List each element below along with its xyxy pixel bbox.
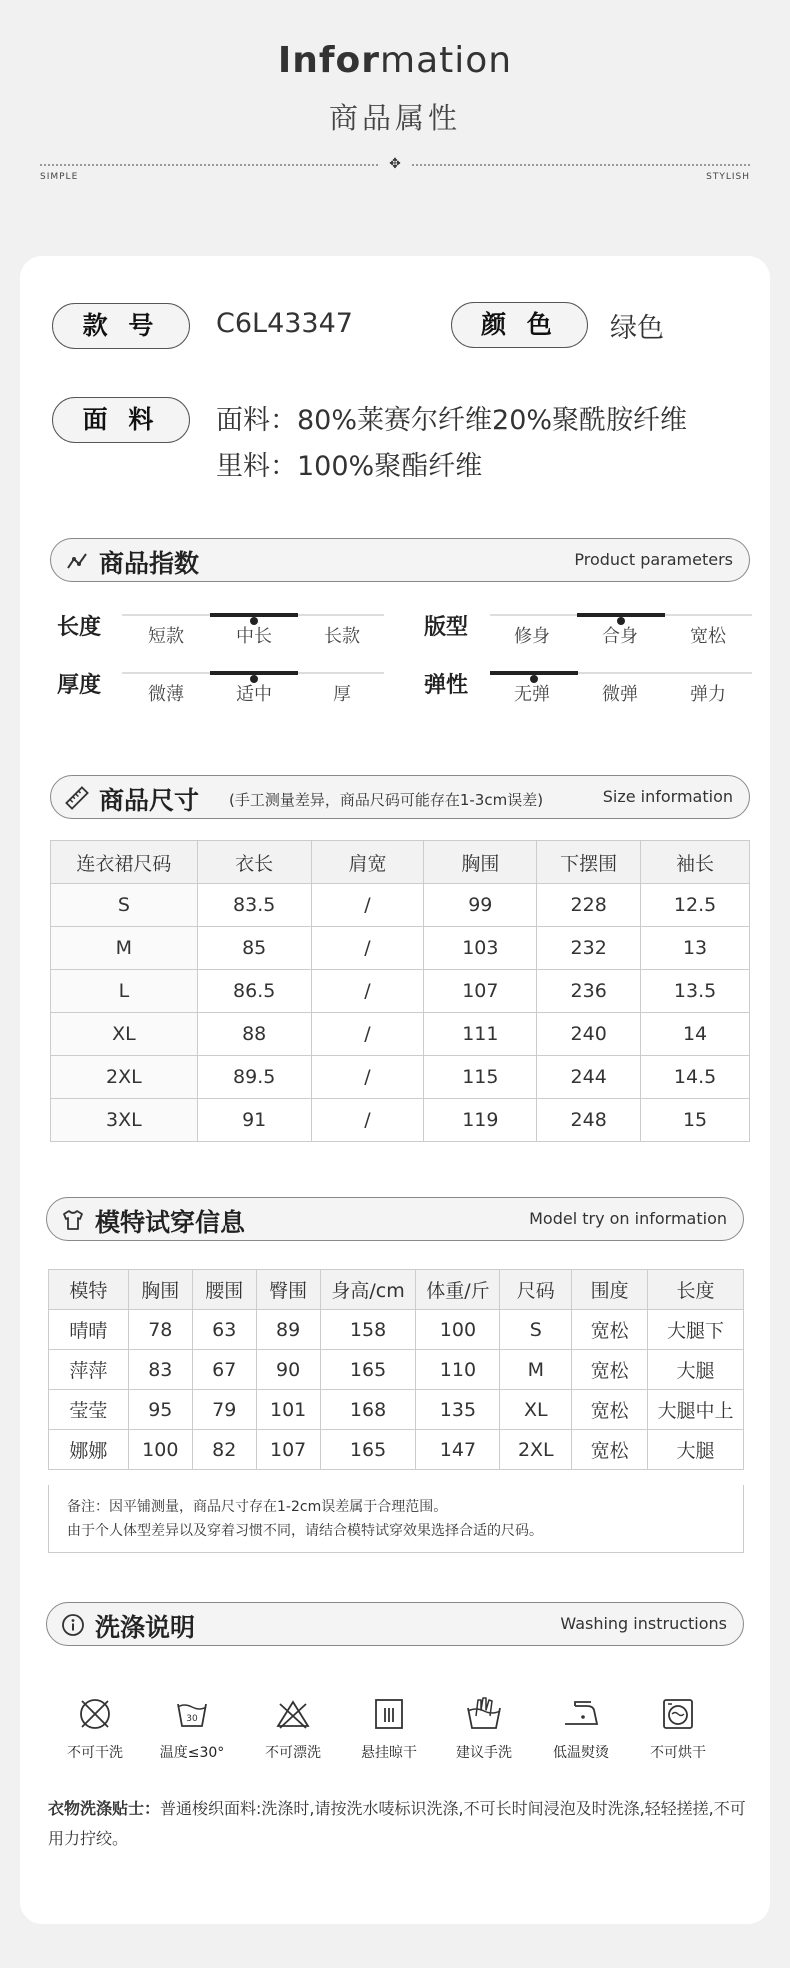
size-cell: 88 bbox=[197, 1013, 311, 1056]
model-cell: M bbox=[500, 1350, 572, 1390]
model-header: 尺码 bbox=[500, 1270, 572, 1310]
model-cell: 165 bbox=[320, 1430, 416, 1470]
model-remark bbox=[48, 1485, 744, 1553]
param-option: 厚 bbox=[333, 684, 351, 705]
size-cell: 12.5 bbox=[641, 884, 750, 927]
model-header: 体重/斤 bbox=[416, 1270, 500, 1310]
size-header: 袖长 bbox=[641, 841, 750, 884]
wash-temp-label: 30 bbox=[186, 1714, 198, 1724]
wash-item-low-iron bbox=[541, 1696, 621, 1762]
model-cell: 89 bbox=[256, 1310, 320, 1350]
wash-label: 建议手洗 bbox=[456, 1745, 512, 1761]
wash-item-no-bleach bbox=[253, 1696, 333, 1762]
table-row bbox=[51, 1099, 750, 1142]
tshirt-icon bbox=[61, 1208, 85, 1232]
size-cell: 236 bbox=[537, 970, 641, 1013]
model-cell: 83 bbox=[128, 1350, 192, 1390]
fabric-pill: 面 料 bbox=[52, 397, 190, 443]
size-cell: 14.5 bbox=[641, 1056, 750, 1099]
remark-line-1: 备注：因平铺测量，商品尺寸存在1-2cm误差属于合理范围。 bbox=[67, 1499, 448, 1515]
table-row bbox=[49, 1430, 744, 1470]
wash-title: 洗涤说明 bbox=[95, 1613, 196, 1642]
model-title: 模特试穿信息 bbox=[95, 1208, 246, 1237]
size-cell: 86.5 bbox=[197, 970, 311, 1013]
size-cell: 85 bbox=[197, 927, 311, 970]
model-cell: 90 bbox=[256, 1350, 320, 1390]
size-cell: 14 bbox=[641, 1013, 750, 1056]
wash-item-no-tumble-dry bbox=[638, 1696, 718, 1762]
table-row bbox=[49, 1390, 744, 1430]
size-header: 连衣裙尺码 bbox=[51, 841, 198, 884]
table-row bbox=[49, 1350, 744, 1390]
model-cell: 宽松 bbox=[572, 1310, 648, 1350]
model-cell: 110 bbox=[416, 1350, 500, 1390]
size-cell: 232 bbox=[537, 927, 641, 970]
no-tumble-dry-icon bbox=[660, 1696, 696, 1732]
model-cell: 2XL bbox=[500, 1430, 572, 1470]
wash-label: 悬挂晾干 bbox=[361, 1745, 417, 1761]
size-title: 商品尺寸 bbox=[99, 786, 200, 815]
model-cell: 100 bbox=[416, 1310, 500, 1350]
hang-dry-icon bbox=[371, 1696, 407, 1732]
model-header: 长度 bbox=[648, 1270, 744, 1310]
divider-left bbox=[40, 164, 378, 166]
wash-tips bbox=[48, 1794, 748, 1854]
size-cell: S bbox=[51, 884, 198, 927]
model-cell: 78 bbox=[128, 1310, 192, 1350]
color-pill: 颜 色 bbox=[451, 302, 588, 348]
size-header: 胸围 bbox=[424, 841, 537, 884]
size-cell: 103 bbox=[424, 927, 537, 970]
wash-label: 不可烘干 bbox=[650, 1745, 706, 1761]
size-cell: L bbox=[51, 970, 198, 1013]
model-header: 围度 bbox=[572, 1270, 648, 1310]
model-cell: 165 bbox=[320, 1350, 416, 1390]
tips-text: 普通梭织面料:洗涤时,请按洗水唛标识洗涤,不可长时间浸泡及时洗涤,轻轻搓搓,不可用力拧绞。 bbox=[48, 1799, 746, 1848]
size-cell: XL bbox=[51, 1013, 198, 1056]
table-row bbox=[51, 884, 750, 927]
table-row bbox=[51, 1013, 750, 1056]
model-cell: 147 bbox=[416, 1430, 500, 1470]
size-cell: 248 bbox=[537, 1099, 641, 1142]
size-cell: / bbox=[311, 927, 424, 970]
size-cell: 83.5 bbox=[197, 884, 311, 927]
param-option: 微弹 bbox=[602, 684, 638, 705]
size-cell: 119 bbox=[424, 1099, 537, 1142]
param-option: 微薄 bbox=[148, 684, 184, 705]
header-subtitle: 商品属性 bbox=[328, 101, 461, 135]
model-cell: 107 bbox=[256, 1430, 320, 1470]
table-row bbox=[51, 927, 750, 970]
model-cell: 67 bbox=[192, 1350, 256, 1390]
param-option: 适中 bbox=[236, 684, 272, 705]
param-label-stretch: 弹性 bbox=[424, 673, 469, 698]
model-header: 臀围 bbox=[256, 1270, 320, 1310]
size-cell: M bbox=[51, 927, 198, 970]
header-left-tag: SIMPLE bbox=[40, 172, 79, 182]
size-cell: 244 bbox=[537, 1056, 641, 1099]
param-option: 弹力 bbox=[690, 684, 726, 705]
style-no-pill: 款 号 bbox=[52, 303, 190, 349]
wash-label: 不可干洗 bbox=[67, 1745, 123, 1761]
size-header-row bbox=[51, 841, 750, 884]
size-cell: / bbox=[311, 970, 424, 1013]
param-option: 长款 bbox=[324, 626, 360, 647]
size-section-bar bbox=[50, 775, 750, 819]
param-option: 无弹 bbox=[514, 684, 550, 705]
hand-wash-icon bbox=[464, 1696, 504, 1732]
model-cell: 158 bbox=[320, 1310, 416, 1350]
diamond-ornament-icon: ✥ bbox=[389, 156, 401, 172]
params-section-bar bbox=[50, 538, 750, 582]
model-cell: 大腿 bbox=[648, 1430, 744, 1470]
param-option: 合身 bbox=[602, 626, 638, 647]
model-header: 身高/cm bbox=[320, 1270, 416, 1310]
model-table bbox=[48, 1269, 744, 1470]
param-option: 短款 bbox=[148, 626, 184, 647]
table-row bbox=[51, 970, 750, 1013]
model-cell: 萍萍 bbox=[49, 1350, 129, 1390]
wash-label: 低温熨烫 bbox=[553, 1745, 609, 1761]
model-cell: S bbox=[500, 1310, 572, 1350]
params-title: 商品指数 bbox=[99, 549, 200, 578]
info-circle-icon bbox=[61, 1613, 85, 1637]
size-cell: 111 bbox=[424, 1013, 537, 1056]
size-table bbox=[50, 840, 750, 1142]
size-cell: 13.5 bbox=[641, 970, 750, 1013]
model-cell: 大腿中上 bbox=[648, 1390, 744, 1430]
size-cell: 91 bbox=[197, 1099, 311, 1142]
model-cell: 宽松 bbox=[572, 1350, 648, 1390]
wash-en: Washing instructions bbox=[560, 1614, 727, 1633]
wash-item-hang-dry bbox=[349, 1696, 429, 1762]
model-header: 胸围 bbox=[128, 1270, 192, 1310]
model-cell: 宽松 bbox=[572, 1390, 648, 1430]
low-iron-icon bbox=[561, 1696, 601, 1732]
size-en: Size information bbox=[602, 787, 733, 806]
wash-item-no-dry-clean bbox=[55, 1696, 135, 1762]
param-label-length: 长度 bbox=[57, 615, 102, 640]
size-header: 衣长 bbox=[197, 841, 311, 884]
model-cell: 大腿 bbox=[648, 1350, 744, 1390]
model-cell: 晴晴 bbox=[49, 1310, 129, 1350]
ruler-icon bbox=[65, 786, 89, 810]
model-cell: 100 bbox=[128, 1430, 192, 1470]
size-cell: / bbox=[311, 884, 424, 927]
header-title: Information bbox=[277, 40, 513, 81]
model-cell: 95 bbox=[128, 1390, 192, 1430]
size-cell: 3XL bbox=[51, 1099, 198, 1142]
model-cell: XL bbox=[500, 1390, 572, 1430]
size-cell: 115 bbox=[424, 1056, 537, 1099]
param-label-thickness: 厚度 bbox=[57, 673, 102, 698]
style-no-value: C6L43347 bbox=[216, 308, 353, 339]
model-cell: 135 bbox=[416, 1390, 500, 1430]
wash-section-bar bbox=[46, 1602, 744, 1646]
param-option: 修身 bbox=[514, 626, 550, 647]
model-cell: 莹莹 bbox=[49, 1390, 129, 1430]
model-cell: 宽松 bbox=[572, 1430, 648, 1470]
size-cell: 240 bbox=[537, 1013, 641, 1056]
table-row bbox=[51, 1056, 750, 1099]
no-bleach-icon bbox=[275, 1696, 311, 1732]
model-en: Model try on information bbox=[529, 1209, 727, 1228]
params-en: Product parameters bbox=[574, 550, 733, 569]
size-cell: 228 bbox=[537, 884, 641, 927]
size-cell: 107 bbox=[424, 970, 537, 1013]
table-row bbox=[49, 1310, 744, 1350]
size-cell: / bbox=[311, 1099, 424, 1142]
size-cell: 99 bbox=[424, 884, 537, 927]
param-option: 中长 bbox=[236, 626, 272, 647]
model-cell: 168 bbox=[320, 1390, 416, 1430]
divider-right bbox=[412, 164, 750, 166]
wash-item-wash-30 bbox=[152, 1696, 232, 1762]
model-cell: 79 bbox=[192, 1390, 256, 1430]
model-header-row bbox=[49, 1270, 744, 1310]
model-cell: 63 bbox=[192, 1310, 256, 1350]
size-cell: / bbox=[311, 1013, 424, 1056]
wash-label: 温度≤30° bbox=[159, 1745, 225, 1761]
trend-line-icon bbox=[65, 549, 89, 573]
fabric-line-2: 里料：100%聚酯纤维 bbox=[216, 451, 483, 482]
remark-line-2: 由于个人体型差异以及穿着习惯不同，请结合模特试穿效果选择合适的尺码。 bbox=[67, 1523, 543, 1539]
model-section-bar bbox=[46, 1197, 744, 1241]
param-option: 宽松 bbox=[690, 626, 726, 647]
size-cell: 2XL bbox=[51, 1056, 198, 1099]
model-cell: 大腿下 bbox=[648, 1310, 744, 1350]
size-cell: 15 bbox=[641, 1099, 750, 1142]
model-header: 模特 bbox=[49, 1270, 129, 1310]
size-header: 下摆围 bbox=[537, 841, 641, 884]
header-right-tag: STYLISH bbox=[706, 172, 750, 182]
model-header: 腰围 bbox=[192, 1270, 256, 1310]
model-cell: 娜娜 bbox=[49, 1430, 129, 1470]
size-cell: 13 bbox=[641, 927, 750, 970]
size-cell: / bbox=[311, 1056, 424, 1099]
fabric-line-1: 面料：80%莱赛尔纤维20%聚酰胺纤维 bbox=[216, 405, 688, 436]
size-header: 肩宽 bbox=[311, 841, 424, 884]
size-cell: 89.5 bbox=[197, 1056, 311, 1099]
param-label-fit: 版型 bbox=[424, 615, 469, 640]
tips-label: 衣物洗涤贴士： bbox=[48, 1799, 161, 1818]
wash-30-icon bbox=[174, 1696, 210, 1732]
color-value: 绿色 bbox=[610, 313, 664, 344]
model-cell: 101 bbox=[256, 1390, 320, 1430]
wash-label: 不可漂洗 bbox=[265, 1745, 321, 1761]
no-dry-clean-icon bbox=[77, 1696, 113, 1732]
size-note: (手工测量差异，商品尺码可能存在1-3cm误差) bbox=[229, 791, 544, 809]
model-cell: 82 bbox=[192, 1430, 256, 1470]
wash-item-hand-wash bbox=[444, 1696, 524, 1762]
